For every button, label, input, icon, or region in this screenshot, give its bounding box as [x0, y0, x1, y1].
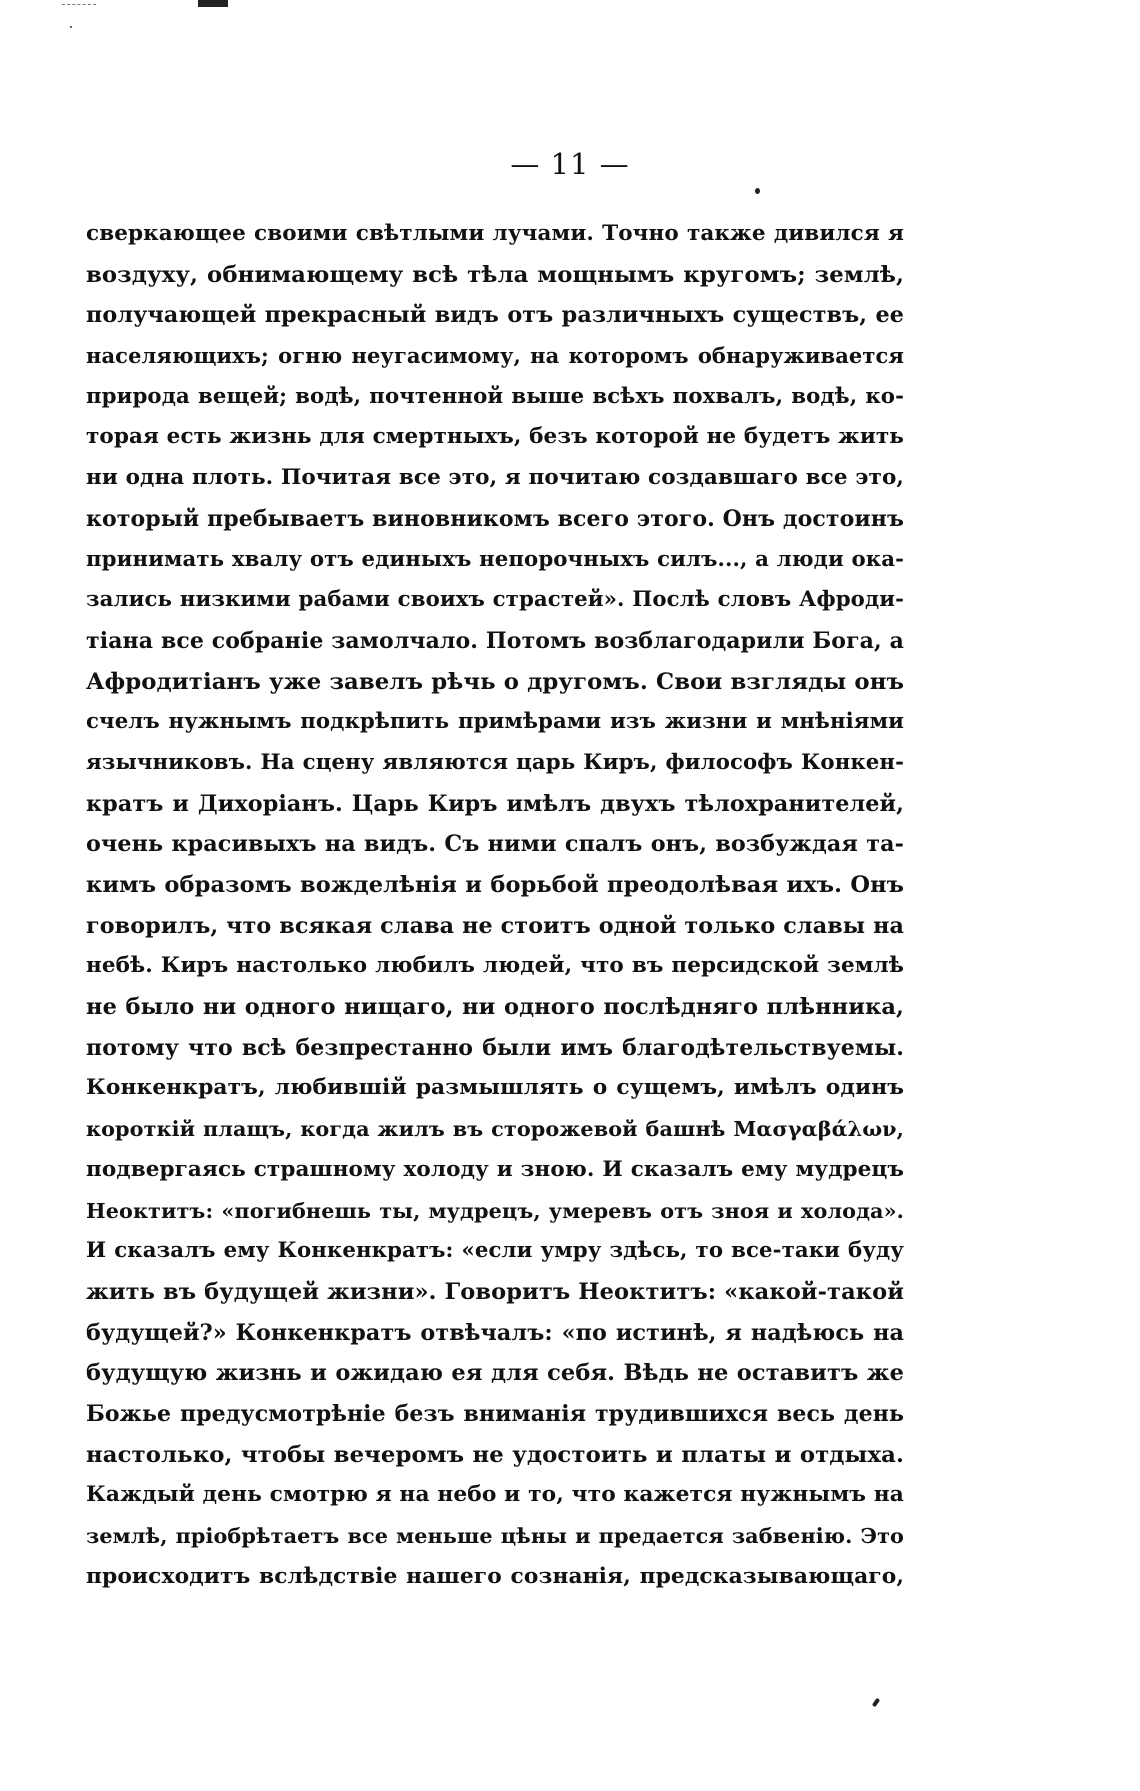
text-line: кимъ образомъ вожделѣнія и борьбой преодолѣвая ихъ. Онъ: [86, 872, 904, 898]
text-line: кратъ и Дихоріанъ. Царь Киръ имѣлъ двухъ тѣлохранителей,: [86, 790, 904, 817]
scan-artifact: [62, 4, 96, 6]
scan-artifact: [198, 0, 228, 7]
page-number: — 11 —: [510, 147, 630, 181]
text-line: сверкающее своими свѣтлыми лучами. Точно также дивился я: [86, 221, 904, 246]
body-text: [86, 214, 904, 1597]
text-line: будущую жизнь и ожидаю ея для себя. Вѣдь не оставитъ же: [86, 1360, 904, 1387]
text-line: настолько, чтобы вечеромъ не удостоить и платы и отдыха.: [86, 1441, 904, 1468]
text-line: небѣ. Киръ настолько любилъ людей, что въ персидской землѣ: [86, 953, 904, 979]
text-line: ни одна плоть. Почитая все это, я почитаю создавшаго все это,: [86, 465, 904, 491]
text-line: населяющихъ; огню неугасимому, на которомъ обнаруживается: [86, 343, 904, 369]
text-line: Неоктитъ: «погибнешь ты, мудрецъ, умеревъ отъ зноя и холода».: [86, 1198, 904, 1223]
text-line: очень красивыхъ на видъ. Съ ними спалъ онъ, возбуждая та-: [86, 831, 904, 858]
text-line: Конкенкратъ, любившій размышлять о сущемъ, имѣлъ одинъ: [86, 1075, 904, 1101]
text-line: получающей прекрасный видъ отъ различныхъ существъ, ее: [86, 302, 904, 329]
text-line: И сказалъ ему Конкенкратъ: «если умру здѣсь, то все-таки буду: [86, 1238, 904, 1264]
text-line: торая есть жизнь для смертныхъ, безъ которой не будетъ жить: [86, 424, 904, 450]
text-line: не было ни одного нищаго, ни одного послѣдняго плѣнника,: [86, 994, 904, 1021]
text-line: говорилъ, что всякая слава не стоитъ одной только славы на: [86, 912, 904, 939]
text-line: природа вещей; водѣ, почтенной выше всѣхъ похвалъ, водѣ, ко-: [86, 383, 904, 409]
text-line: зались низкими рабами своихъ страстей». Послѣ словъ Афроди-: [86, 587, 904, 613]
text-line: жить въ будущей жизни». Говоритъ Неоктитъ: «какой-такой: [86, 1278, 904, 1305]
text-line: воздуху, обнимающему всѣ тѣла мощнымъ кругомъ; землѣ,: [86, 261, 904, 288]
text-line: счелъ нужнымъ подкрѣпить примѣрами изъ жизни и мнѣніями: [86, 709, 904, 735]
text-line: потому что всѣ безпрестанно были имъ благодѣтельствуемы.: [86, 1034, 904, 1061]
ink-speck: [755, 188, 760, 194]
text-line: Божье предусмотрѣніе безъ вниманія трудившихся весь день: [86, 1400, 904, 1427]
text-line: Афродитіанъ уже завелъ рѣчь о другомъ. Свои взгляды онъ: [86, 668, 904, 695]
text-line: происходитъ вслѣдствіе нашего сознанія, предсказывающаго,: [86, 1563, 904, 1589]
text-line: Каждый день смотрю я на небо и то, что кажется нужнымъ на: [86, 1482, 904, 1508]
text-line: будущей?» Конкенкратъ отвѣчалъ: «по истинѣ, я надѣюсь на: [86, 1319, 904, 1346]
scan-artifact: [70, 26, 72, 28]
text-line: короткій плащъ, когда жилъ въ сторожевой башнѣ Μασγαβάλων,: [86, 1117, 904, 1142]
text-line: землѣ, пріобрѣтаетъ все меньше цѣны и предается забвенію. Это: [86, 1524, 904, 1548]
text-line: язычниковъ. На сцену являются царь Киръ, философъ Конкен-: [86, 749, 904, 775]
text-line: принимать хвалу отъ единыхъ непорочныхъ силъ..., а люди ока-: [86, 546, 904, 572]
text-line: тіана все собраніе замолчало. Потомъ возблагодарили Бога, а: [86, 627, 904, 654]
text-line: подвергаясь страшному холоду и зною. И сказалъ ему мудрецъ: [86, 1156, 904, 1182]
text-line: который пребываетъ виновникомъ всего этого. Онъ достоинъ: [86, 505, 904, 532]
ink-speck: [872, 1698, 880, 1708]
